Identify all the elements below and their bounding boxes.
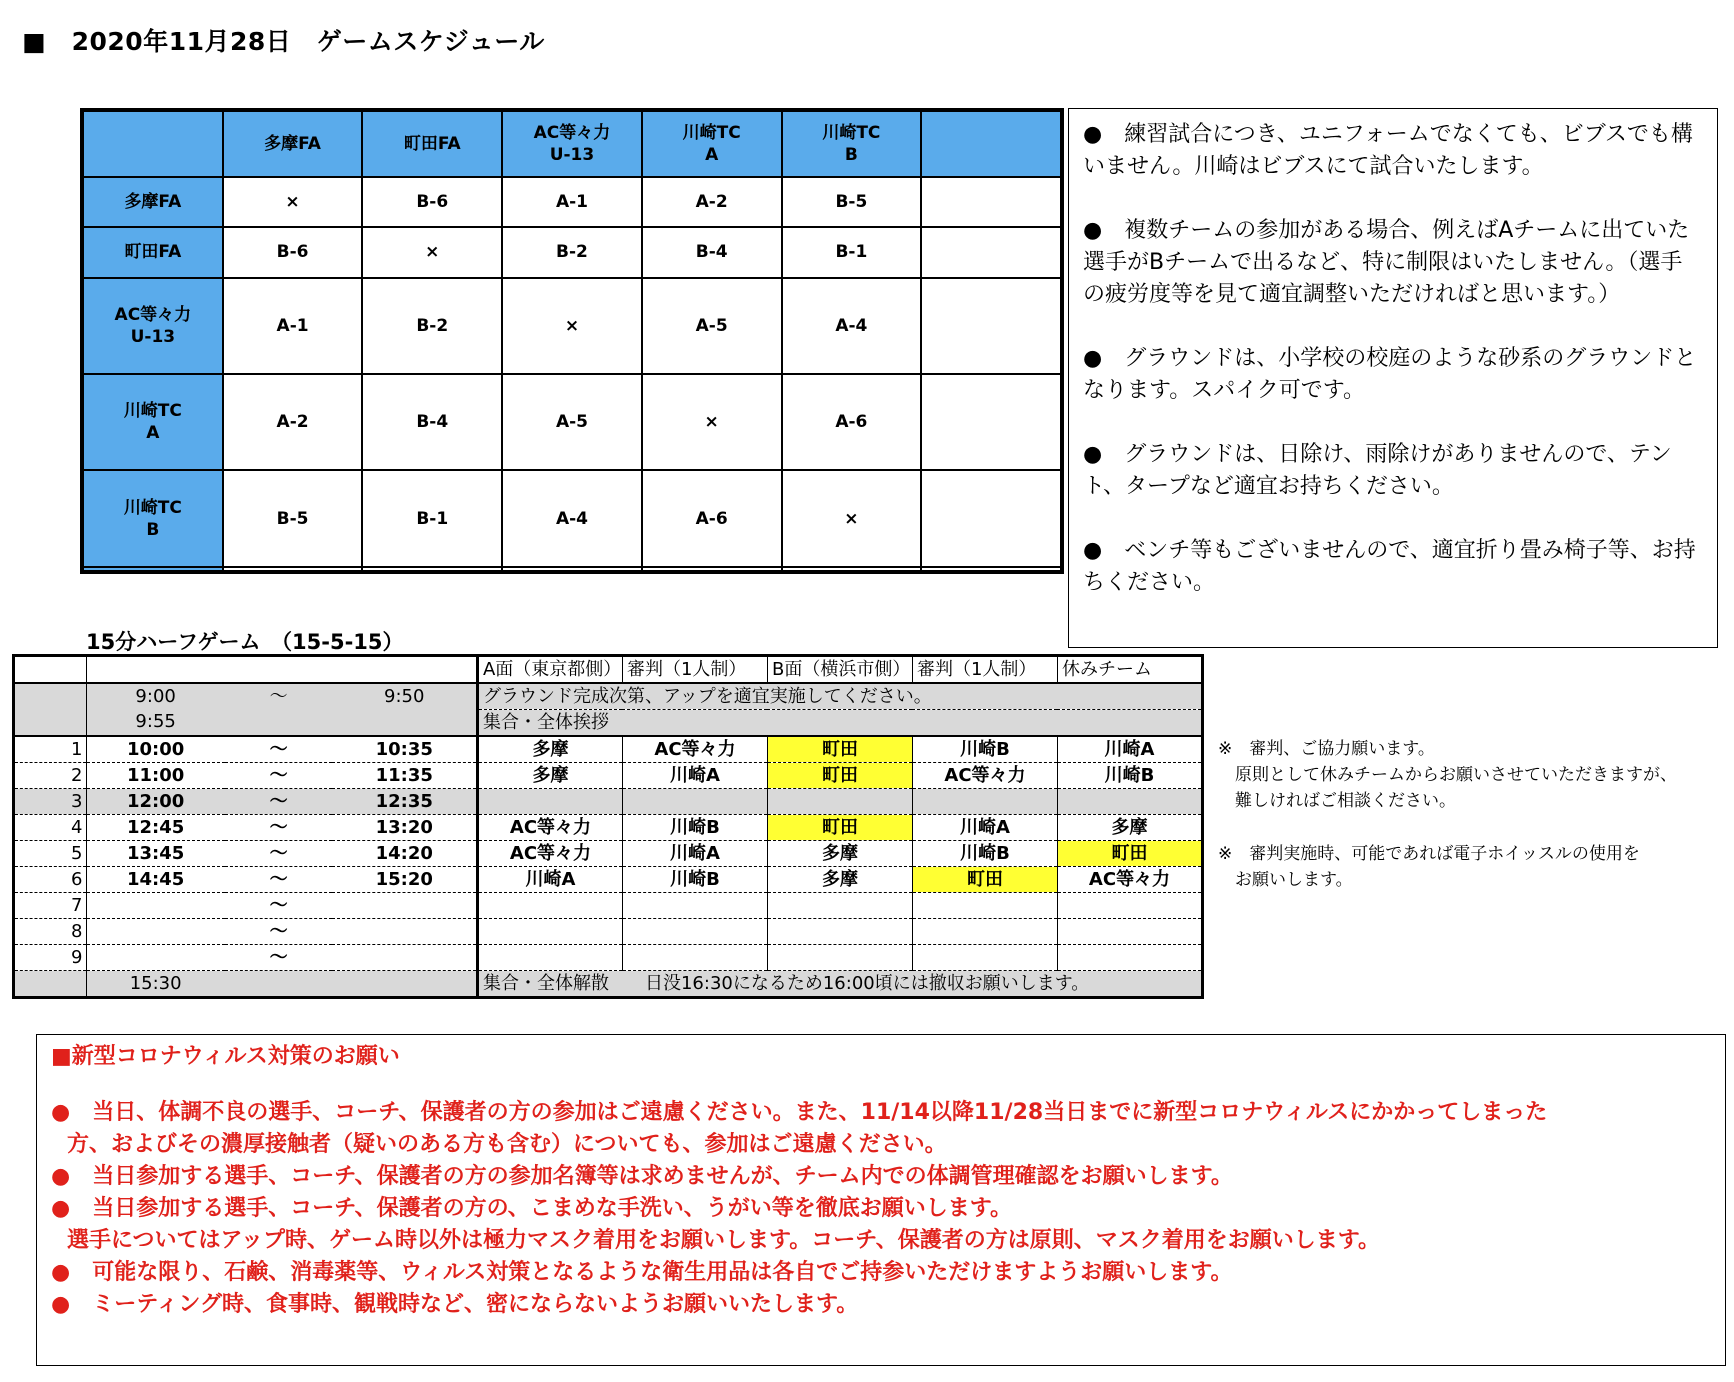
match-matrix-table bbox=[82, 110, 1062, 572]
corona-measures-box bbox=[36, 1034, 1726, 1366]
corona-item: ● 当日参加する選手、コーチ、保護者の方の、こまめな手洗い、うがい等を徹底お願いします。 bbox=[51, 1196, 1013, 1221]
tt-no-cell: 3 bbox=[14, 789, 87, 815]
matrix-cell: B-6 bbox=[362, 177, 502, 227]
tt-tilde: ～ bbox=[225, 841, 333, 867]
note-item: ● 複数チームの参加がある場合、例えばAチームに出ていた選手がBチームで出るなど、特に制限はいたしません。（選手の疲労度等を見て適宜調整いただければと思います。） bbox=[1083, 218, 1690, 307]
matrix-cell-empty bbox=[921, 470, 1061, 566]
tt-game-row bbox=[14, 815, 1203, 841]
matrix-col-header: 町田FA bbox=[362, 111, 502, 177]
tt-rest: 川崎B bbox=[1057, 763, 1202, 789]
tt-game-row bbox=[14, 945, 1203, 971]
matrix-cell: B-6 bbox=[223, 227, 363, 277]
tt-b-field: 町田 bbox=[767, 763, 912, 789]
tt-closing-row bbox=[14, 971, 1203, 998]
tt-start: 9:00 bbox=[86, 683, 225, 710]
tt-end-empty bbox=[332, 971, 477, 998]
tt-rest bbox=[1057, 789, 1202, 815]
matrix-cell: A-1 bbox=[502, 177, 642, 227]
match-matrix bbox=[80, 108, 1064, 574]
tt-no-cell bbox=[14, 971, 87, 998]
matrix-cell: A-4 bbox=[782, 278, 922, 374]
tt-game-row bbox=[14, 789, 1203, 815]
tt-a-ref: 川崎A bbox=[622, 841, 767, 867]
note-item: ● グラウンドは、小学校の校庭のような砂系のグラウンドとなります。スパイク可です。 bbox=[1083, 346, 1697, 403]
tt-start bbox=[86, 945, 225, 971]
tt-tilde: ～ bbox=[225, 919, 333, 945]
tt-no-cell bbox=[14, 683, 87, 710]
matrix-cell-empty bbox=[502, 567, 642, 571]
matrix-row bbox=[83, 470, 1061, 566]
matrix-row bbox=[83, 278, 1061, 374]
matrix-cell: A-2 bbox=[642, 177, 782, 227]
tt-no-cell: 8 bbox=[14, 919, 87, 945]
tt-b-field bbox=[767, 945, 912, 971]
matrix-col-header: 多摩FA bbox=[223, 111, 363, 177]
tt-a-ref bbox=[622, 893, 767, 919]
tt-rest bbox=[1057, 945, 1202, 971]
tt-no-cell: 5 bbox=[14, 841, 87, 867]
tt-a-ref: AC等々力 bbox=[622, 736, 767, 763]
tt-b-ref: 町田 bbox=[912, 867, 1057, 893]
tt-b-field bbox=[767, 789, 912, 815]
matrix-cell: A-2 bbox=[223, 374, 363, 470]
tt-no-cell: 7 bbox=[14, 893, 87, 919]
matrix-cell: B-2 bbox=[362, 278, 502, 374]
matrix-cell: B-1 bbox=[362, 470, 502, 566]
tt-start: 13:45 bbox=[86, 841, 225, 867]
tt-b-ref bbox=[912, 789, 1057, 815]
matrix-cell-empty bbox=[921, 374, 1061, 470]
tt-a-ref-header: 審判（1人制） bbox=[622, 656, 767, 684]
tt-a-field bbox=[477, 893, 622, 919]
matrix-cell: A-6 bbox=[782, 374, 922, 470]
tt-a-field: AC等々力 bbox=[477, 841, 622, 867]
referee-note: ※ 審判実施時、可能であれば電子ホイッスルの使用を お願いします。 bbox=[1218, 844, 1640, 890]
matrix-cell: B-2 bbox=[502, 227, 642, 277]
tt-end bbox=[332, 919, 477, 945]
tt-no-header bbox=[14, 656, 87, 684]
matrix-cell-empty bbox=[642, 567, 782, 571]
matrix-cell-empty bbox=[921, 227, 1061, 277]
tt-end: 10:35 bbox=[332, 736, 477, 763]
tt-no-cell: 4 bbox=[14, 815, 87, 841]
tt-no-cell: 1 bbox=[14, 736, 87, 763]
corona-item: ● 当日、体調不良の選手、コーチ、保護者の方の参加はご遠慮ください。また、11/14以降11/28当日までに新型コロナウィルスにかかってしまった bbox=[51, 1100, 1548, 1125]
tt-start: 12:00 bbox=[86, 789, 225, 815]
tt-no-cell: 9 bbox=[14, 945, 87, 971]
tt-game-row bbox=[14, 919, 1203, 945]
page-title: ■ 2020年11月28日 ゲームスケジュール bbox=[22, 27, 545, 56]
notes-box bbox=[1068, 108, 1718, 648]
corona-title: ■新型コロナウィルス対策のお願い bbox=[51, 1044, 400, 1069]
tt-tilde: ～ bbox=[225, 789, 333, 815]
matrix-col-header: 川崎TC A bbox=[642, 111, 782, 177]
tt-no-cell: 2 bbox=[14, 763, 87, 789]
tt-b-ref bbox=[912, 893, 1057, 919]
matrix-cell-empty bbox=[921, 177, 1061, 227]
matrix-cell: A-6 bbox=[642, 470, 782, 566]
tt-a-ref bbox=[622, 945, 767, 971]
tt-rest: AC等々力 bbox=[1057, 867, 1202, 893]
tt-end bbox=[332, 893, 477, 919]
matrix-cell-empty bbox=[362, 567, 502, 571]
tt-tilde-empty bbox=[225, 971, 333, 998]
matrix-cell: B-5 bbox=[223, 470, 363, 566]
tt-b-field: 多摩 bbox=[767, 867, 912, 893]
matrix-row bbox=[83, 374, 1061, 470]
tt-game-row bbox=[14, 841, 1203, 867]
tt-b-ref-header: 審判（1人制） bbox=[912, 656, 1057, 684]
tt-end: 12:35 bbox=[332, 789, 477, 815]
timetable-header-row bbox=[14, 656, 1203, 684]
tt-start: 15:30 bbox=[86, 971, 225, 998]
tt-no-cell bbox=[14, 710, 87, 737]
tt-start: 14:45 bbox=[86, 867, 225, 893]
tt-a-field bbox=[477, 789, 622, 815]
matrix-row-header: 多摩FA bbox=[83, 177, 223, 227]
note-item: ● グラウンドは、日除け、雨除けがありませんので、テント、タープなど適宜お持ちください。 bbox=[1083, 442, 1672, 499]
tt-b-field: 多摩 bbox=[767, 841, 912, 867]
matrix-row-empty bbox=[83, 567, 1061, 571]
tt-a-field bbox=[477, 945, 622, 971]
tt-a-ref: 川崎B bbox=[622, 867, 767, 893]
matrix-cell: × bbox=[223, 177, 363, 227]
tt-a-field: 多摩 bbox=[477, 763, 622, 789]
corona-item-cont: 選手についてはアップ時、ゲーム時以外は極力マスク着用をお願いします。コーチ、保護者の方は原則、マスク着用をお願いします。 bbox=[67, 1228, 1380, 1253]
matrix-cell: A-5 bbox=[642, 278, 782, 374]
tt-rest bbox=[1057, 919, 1202, 945]
tt-end: 13:20 bbox=[332, 815, 477, 841]
tt-game-row bbox=[14, 867, 1203, 893]
tt-game-row bbox=[14, 893, 1203, 919]
matrix-col-header: 川崎TC B bbox=[782, 111, 922, 177]
tt-no-cell: 6 bbox=[14, 867, 87, 893]
tt-start bbox=[86, 919, 225, 945]
tt-end: 11:35 bbox=[332, 763, 477, 789]
matrix-cell: × bbox=[362, 227, 502, 277]
timetable bbox=[12, 654, 1204, 999]
tt-time-header bbox=[86, 656, 225, 684]
tt-b-field-header: B面（横浜市側） bbox=[767, 656, 912, 684]
matrix-row bbox=[83, 177, 1061, 227]
tt-rest: 町田 bbox=[1057, 841, 1202, 867]
matrix-cell: × bbox=[782, 470, 922, 566]
matrix-cell-empty bbox=[223, 567, 363, 571]
matrix-cell: × bbox=[502, 278, 642, 374]
tt-game-row bbox=[14, 763, 1203, 789]
tt-warmup-text: グラウンド完成次第、アップを適宜実施してください。 bbox=[477, 683, 1202, 710]
tt-tilde: ～ bbox=[225, 945, 333, 971]
matrix-row-header: 川崎TC A bbox=[83, 374, 223, 470]
tt-rest: 多摩 bbox=[1057, 815, 1202, 841]
tt-a-ref bbox=[622, 919, 767, 945]
corona-item-cont: 方、およびその濃厚接触者（疑いのある方も含む）についても、参加はご遠慮ください。 bbox=[67, 1132, 947, 1157]
corona-item: ● ミーティング時、食事時、観戦時など、密にならないようお願いいたします。 bbox=[51, 1292, 859, 1317]
matrix-row bbox=[83, 227, 1061, 277]
matrix-header-row bbox=[83, 111, 1061, 177]
tt-warmup-row bbox=[14, 683, 1203, 710]
matrix-col-header-empty bbox=[921, 111, 1061, 177]
tt-a-ref bbox=[622, 789, 767, 815]
tt-a-field: 多摩 bbox=[477, 736, 622, 763]
matrix-cell: A-5 bbox=[502, 374, 642, 470]
tt-b-field: 町田 bbox=[767, 736, 912, 763]
tt-tilde: ～ bbox=[225, 763, 333, 789]
matrix-cell-empty bbox=[921, 278, 1061, 374]
matrix-cell: B-4 bbox=[642, 227, 782, 277]
tt-a-field bbox=[477, 919, 622, 945]
tt-b-ref bbox=[912, 945, 1057, 971]
tt-b-ref: 川崎B bbox=[912, 736, 1057, 763]
tt-b-field bbox=[767, 919, 912, 945]
matrix-row-header: 町田FA bbox=[83, 227, 223, 277]
tt-tilde: ～ bbox=[225, 683, 333, 710]
tt-start: 9:55 bbox=[86, 710, 225, 737]
matrix-cell: A-4 bbox=[502, 470, 642, 566]
tt-rest-header: 休みチーム bbox=[1057, 656, 1202, 684]
matrix-cell: B-5 bbox=[782, 177, 922, 227]
tt-time-header bbox=[332, 656, 477, 684]
tt-start: 10:00 bbox=[86, 736, 225, 763]
tt-b-ref bbox=[912, 919, 1057, 945]
tt-end: 14:20 bbox=[332, 841, 477, 867]
tt-b-field: 町田 bbox=[767, 815, 912, 841]
tt-a-ref: 川崎A bbox=[622, 763, 767, 789]
tt-time-header bbox=[225, 656, 333, 684]
tt-tilde: ～ bbox=[225, 893, 333, 919]
tt-b-ref: 川崎B bbox=[912, 841, 1057, 867]
note-item: ● ベンチ等もございませんので、適宜折り畳み椅子等、お持ちください。 bbox=[1083, 538, 1696, 595]
tt-start: 11:00 bbox=[86, 763, 225, 789]
tt-a-field: AC等々力 bbox=[477, 815, 622, 841]
tt-assembly-text: 集合・全体挨拶 bbox=[477, 710, 1202, 737]
tt-end bbox=[332, 945, 477, 971]
tt-assembly-row bbox=[14, 710, 1203, 737]
matrix-row-header: AC等々力 U-13 bbox=[83, 278, 223, 374]
referee-notes bbox=[1218, 736, 1718, 920]
tt-a-ref: 川崎B bbox=[622, 815, 767, 841]
tt-end: 15:20 bbox=[332, 867, 477, 893]
matrix-row-header: 川崎TC B bbox=[83, 470, 223, 566]
matrix-cell-empty bbox=[921, 567, 1061, 571]
tt-start bbox=[86, 893, 225, 919]
tt-rest: 川崎A bbox=[1057, 736, 1202, 763]
referee-note: ※ 審判、ご協力願います。 原則として休みチームからお願いさせていただきますが、 難しければご相談ください。 bbox=[1218, 739, 1677, 811]
tt-end: 9:50 bbox=[332, 683, 477, 710]
tt-end-empty bbox=[332, 710, 477, 737]
tt-game-row bbox=[14, 736, 1203, 763]
matrix-row-header-empty bbox=[83, 567, 223, 571]
matrix-cell-empty bbox=[782, 567, 922, 571]
corona-item: ● 当日参加する選手、コーチ、保護者の方の参加名簿等は求めませんが、チーム内での体調管理確認をお願いします。 bbox=[51, 1164, 1233, 1189]
matrix-cell: × bbox=[642, 374, 782, 470]
tt-start: 12:45 bbox=[86, 815, 225, 841]
tt-tilde-empty bbox=[225, 710, 333, 737]
timetable-caption: 15分ハーフゲーム （15-5-15） bbox=[86, 630, 404, 654]
corona-item: ● 可能な限り、石鹸、消毒薬等、ウィルス対策となるような衛生用品は各自でご持参いただけますようお願いします。 bbox=[51, 1260, 1233, 1285]
matrix-corner-cell bbox=[83, 111, 223, 177]
matrix-col-header: AC等々力 U-13 bbox=[502, 111, 642, 177]
tt-tilde: ～ bbox=[225, 736, 333, 763]
tt-b-field bbox=[767, 893, 912, 919]
tt-b-ref: 川崎A bbox=[912, 815, 1057, 841]
matrix-cell: B-1 bbox=[782, 227, 922, 277]
tt-tilde: ～ bbox=[225, 867, 333, 893]
tt-tilde: ～ bbox=[225, 815, 333, 841]
tt-closing-text: 集合・全体解散 日没16:30になるため16:00頃には撤収お願いします。 bbox=[477, 971, 1202, 998]
tt-a-field: 川崎A bbox=[477, 867, 622, 893]
matrix-cell: A-1 bbox=[223, 278, 363, 374]
tt-a-field-header: A面（東京都側） bbox=[477, 656, 622, 684]
tt-rest bbox=[1057, 893, 1202, 919]
note-item: ● 練習試合につき、ユニフォームでなくても、ビブスでも構いません。川崎はビブスにて試合いたします。 bbox=[1083, 122, 1693, 179]
tt-b-ref: AC等々力 bbox=[912, 763, 1057, 789]
matrix-cell: B-4 bbox=[362, 374, 502, 470]
